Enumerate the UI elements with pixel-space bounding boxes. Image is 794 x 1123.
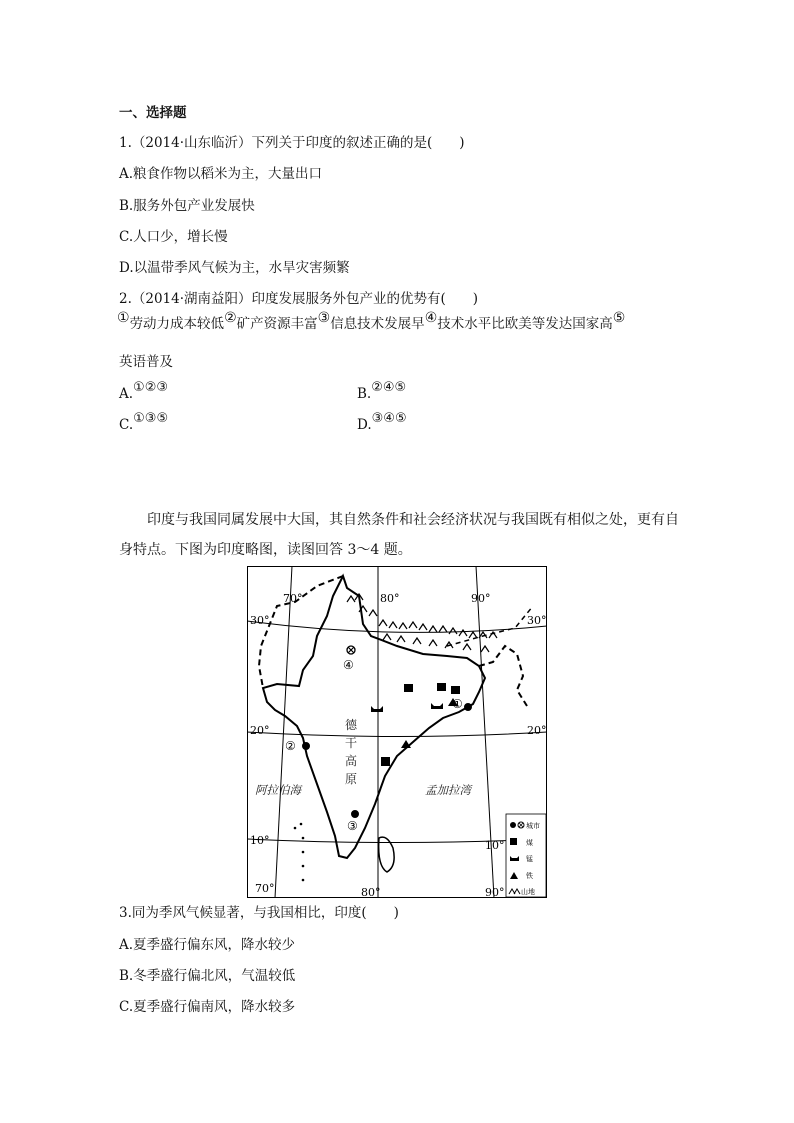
option-b-letter: B. [357, 386, 372, 402]
lat-label-30-right: 30° [527, 614, 547, 627]
legend-label-coal: 煤 [526, 839, 533, 847]
legend-label-mountain: 山地 [521, 888, 535, 896]
option-d-value: ③④⑤ [371, 411, 407, 426]
question-3-option-c: C.夏季盛行偏南风，降水较多 [119, 999, 296, 1015]
item-3-text: 信息技术发展早 [330, 316, 425, 332]
option-a-letter: A. [119, 386, 134, 402]
city-marker-4: ④ [343, 658, 354, 672]
option-b-value: ②④⑤ [371, 380, 407, 395]
question-2-stem: 2.（2014·湖南益阳）印度发展服务外包产业的优势有( ) [119, 291, 479, 307]
question-2-option-c [119, 411, 169, 435]
item-1-text: 劳动力成本较低 [129, 316, 225, 332]
item-4-number: ④ [424, 310, 438, 326]
intro-paragraph: 印度与我国同属发展中大国，其自然条件和社会经济状况与我国既有相似之处，更有自身特点。下图为印度略图，读图回答 3～4 题。 [119, 512, 679, 558]
lon-label-90-top: 90° [471, 592, 491, 605]
lat-label-20-left: 20° [250, 724, 270, 737]
question-2-items [117, 310, 626, 333]
item-2-text: 矿产资源丰富 [236, 316, 318, 332]
lon-label-70-bottom: 70° [255, 882, 275, 895]
legend-label-manganese: 锰 [526, 855, 533, 863]
question-1-option-a: A.粮食作物以稻米为主，大量出口 [119, 166, 323, 182]
section-heading: 一、选择题 [119, 105, 187, 121]
india-map [247, 566, 547, 898]
city-marker-3: ③ [347, 819, 358, 833]
item-3-number: ③ [317, 310, 331, 326]
city-marker-1: ① [452, 697, 463, 711]
bay-of-bengal-label: 孟加拉湾 [425, 783, 471, 797]
question-2-option-a [119, 380, 169, 404]
question-3-stem: 3.同为季风气候显著，与我国相比，印度( ) [119, 905, 399, 921]
question-1-stem: 1.（2014·山东临沂）下列关于印度的叙述正确的是( ) [119, 135, 465, 151]
plateau-char-1: 德 [345, 718, 358, 732]
lon-label-70-top: 70° [283, 592, 303, 605]
item-5-text: 英语普及 [119, 354, 173, 370]
question-1-option-b: B.服务外包产业发展快 [119, 198, 255, 214]
question-3-option-a: A.夏季盛行偏东风，降水较少 [119, 937, 296, 953]
option-c-value: ①③⑤ [133, 411, 169, 426]
option-c-letter: C. [119, 417, 134, 433]
lon-label-90-bottom: 90° [485, 886, 505, 898]
item-5-number: ⑤ [612, 310, 626, 326]
lon-label-80-bottom: 80° [361, 886, 381, 898]
city-marker-2: ② [285, 739, 296, 753]
map-legend [506, 814, 546, 897]
legend-label-city: 城市 [526, 822, 540, 830]
plateau-char-3: 高 [345, 754, 358, 768]
question-1-option-c: C.人口少，增长慢 [119, 229, 228, 245]
option-d-letter: D. [357, 417, 372, 433]
lat-label-10-right: 10° [485, 839, 505, 852]
plateau-char-4: 原 [345, 772, 358, 786]
lat-label-10-left: 10° [250, 834, 270, 847]
plateau-char-2: 干 [345, 736, 358, 750]
option-a-value: ①②③ [133, 380, 169, 395]
coal-icon [510, 838, 517, 845]
lon-label-80-top: 80° [380, 592, 400, 605]
question-2-option-b [357, 380, 407, 404]
item-2-number: ② [224, 310, 237, 326]
item-1-number: ① [117, 310, 130, 326]
question-2-option-d [357, 411, 407, 435]
lat-label-30-left: 30° [250, 614, 270, 627]
arabian-sea-label: 阿拉伯海 [255, 783, 301, 797]
question-3-option-b: B.冬季盛行偏北风，气温较低 [119, 968, 296, 984]
question-1-option-d: D.以温带季风气候为主，水旱灾害频繁 [119, 260, 350, 276]
item-4-text: 技术水平比欧美等发达国家高 [437, 316, 613, 332]
lat-label-20-right: 20° [527, 724, 547, 737]
legend-label-iron: 铁 [526, 872, 533, 880]
